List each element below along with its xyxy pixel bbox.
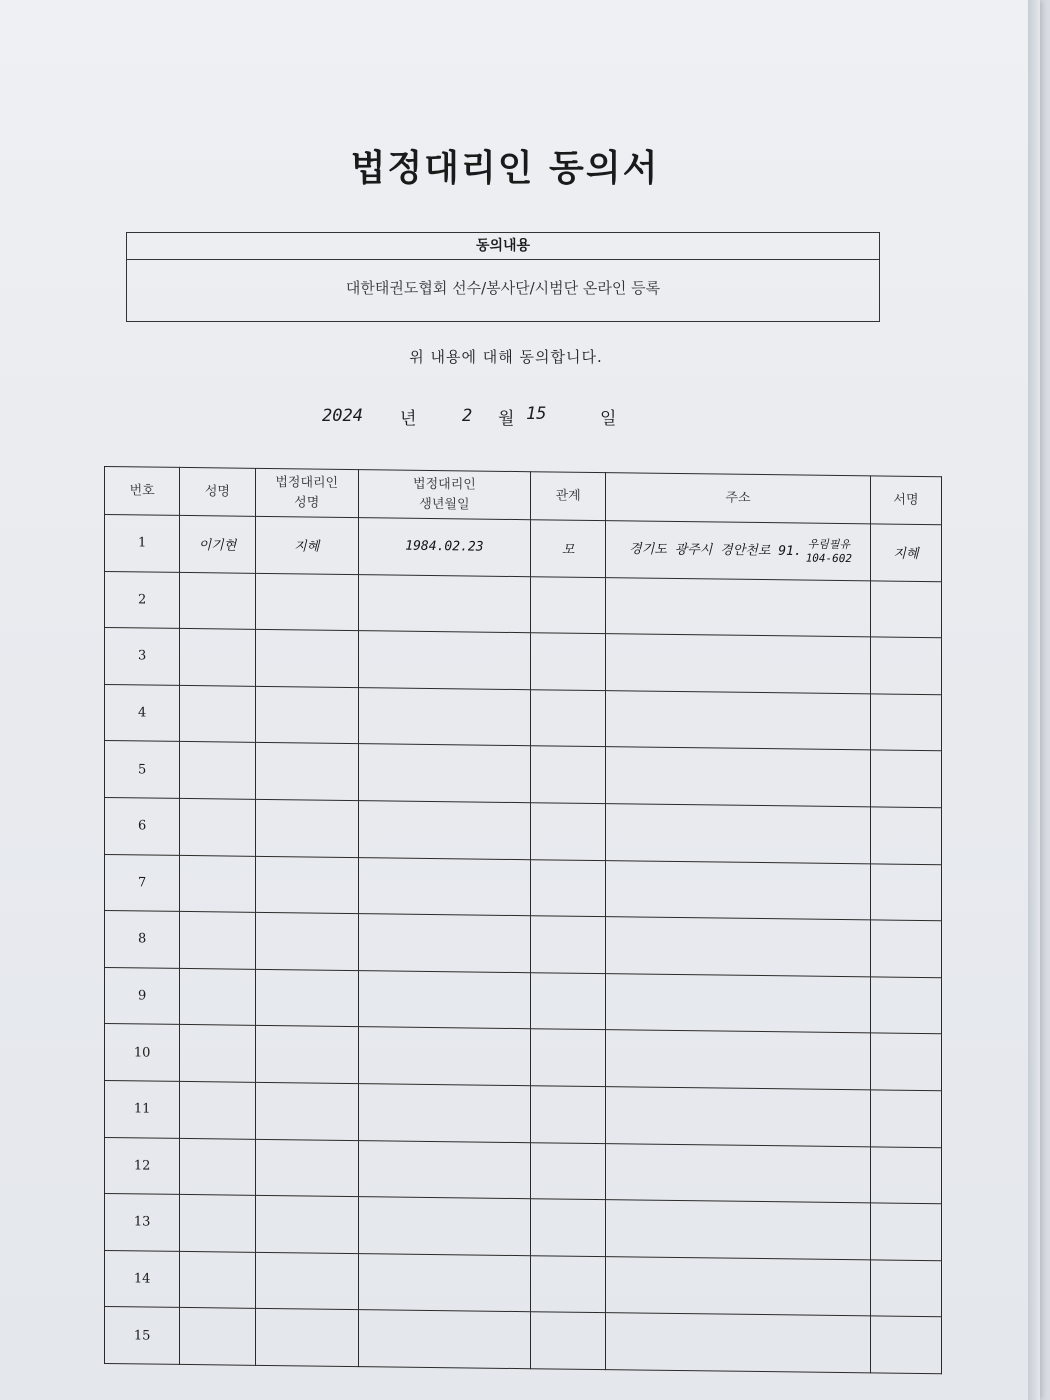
row-address <box>606 1030 871 1090</box>
row-number: 7 <box>105 854 180 912</box>
header-guardian-birth-line2: 생년월일 <box>419 496 470 512</box>
row-address-detail-1: 우림필유 <box>807 537 851 551</box>
date-day: 15 <box>526 404 547 424</box>
row-guardian-name <box>255 1082 358 1140</box>
row-address <box>606 577 871 637</box>
guardian-table <box>104 466 942 1374</box>
row-number: 13 <box>105 1194 180 1252</box>
header-name: 성명 <box>180 467 255 516</box>
row-number: 3 <box>105 628 180 686</box>
row-name <box>180 685 255 743</box>
row-guardian-name <box>255 856 358 914</box>
row-name <box>180 798 255 856</box>
row-address <box>606 1143 871 1203</box>
row-address <box>606 804 871 864</box>
row-address <box>606 1256 871 1316</box>
row-guardian-birth <box>358 574 530 633</box>
row-guardian-name <box>255 913 358 971</box>
row-signature <box>870 750 941 807</box>
row-number: 2 <box>105 571 180 629</box>
row-guardian-birth <box>358 970 530 1029</box>
row-guardian-name <box>255 1139 358 1197</box>
row-name <box>180 572 255 630</box>
row-name <box>180 742 255 800</box>
row-relation <box>530 1086 605 1144</box>
row-relation <box>530 1029 605 1087</box>
row-guardian-name <box>255 1252 358 1310</box>
row-address <box>606 690 871 750</box>
date-month-unit: 월 <box>498 409 515 429</box>
date-year: 2024 <box>322 406 363 426</box>
row-signature <box>870 1033 941 1090</box>
table-row <box>105 515 942 582</box>
row-signature <box>870 1146 941 1203</box>
row-guardian-birth <box>358 1084 530 1143</box>
row-name <box>180 1138 255 1196</box>
date-day-unit: 일 <box>600 409 617 429</box>
row-guardian-birth <box>358 857 530 916</box>
row-signature <box>870 1203 941 1260</box>
row-name: 이기현 <box>180 515 255 573</box>
header-guardian-name-line1: 법정대리인 <box>275 474 339 491</box>
row-address <box>606 860 871 920</box>
row-number: 8 <box>105 911 180 969</box>
row-number: 10 <box>105 1024 180 1082</box>
table-row <box>105 911 942 978</box>
header-relation: 관계 <box>530 472 605 521</box>
date-year-unit: 년 <box>400 409 417 429</box>
row-address <box>606 747 871 807</box>
row-number: 15 <box>105 1307 180 1365</box>
row-guardian-name <box>255 743 358 801</box>
row-signature <box>870 694 941 751</box>
row-number: 12 <box>105 1137 180 1195</box>
consent-box <box>126 232 880 322</box>
row-signature <box>870 863 941 920</box>
row-guardian-name <box>255 686 358 744</box>
row-name <box>180 1081 255 1139</box>
row-name <box>180 1025 255 1083</box>
table-row <box>105 571 942 638</box>
agree-statement: 위 내용에 대해 동의합니다. <box>409 348 603 366</box>
row-guardian-name <box>255 1195 358 1253</box>
row-relation <box>530 1199 605 1257</box>
table-row <box>105 1307 942 1374</box>
table-row <box>105 741 942 808</box>
header-guardian-name <box>255 468 358 517</box>
row-address <box>606 634 871 694</box>
table-row <box>105 684 942 751</box>
row-relation <box>530 1255 605 1313</box>
row-guardian-birth <box>358 1197 530 1256</box>
row-signature <box>870 977 941 1034</box>
table-row <box>105 1137 942 1204</box>
row-address <box>606 521 871 581</box>
row-name <box>180 1251 255 1309</box>
row-address <box>606 1087 871 1147</box>
row-number: 6 <box>105 797 180 855</box>
row-number: 9 <box>105 967 180 1025</box>
date-month: 2 <box>462 406 473 426</box>
table-row <box>105 1250 942 1317</box>
table-row <box>105 1024 942 1091</box>
row-relation <box>530 689 605 747</box>
row-number: 11 <box>105 1080 180 1138</box>
row-signature <box>870 637 941 694</box>
row-relation <box>530 972 605 1030</box>
row-guardian-birth <box>358 744 530 803</box>
row-relation <box>530 746 605 804</box>
table-row <box>105 967 942 1034</box>
row-relation <box>530 916 605 974</box>
row-address-detail-2: 104-602 <box>805 551 853 565</box>
row-guardian-name <box>255 1309 358 1367</box>
row-guardian-name <box>255 573 358 631</box>
date-line <box>0 402 1050 434</box>
row-signature <box>870 1090 941 1147</box>
row-address <box>606 917 871 977</box>
row-guardian-birth: 1984.02.23 <box>358 518 530 577</box>
row-name <box>180 629 255 687</box>
row-signature <box>870 920 941 977</box>
consent-body: 대한태권도협회 선수/봉사단/시범단 온라인 등록 <box>345 279 661 297</box>
row-number: 4 <box>105 684 180 742</box>
header-number: 번호 <box>105 467 180 516</box>
row-guardian-name <box>255 969 358 1027</box>
header-signature: 서명 <box>870 476 941 525</box>
row-guardian-birth <box>358 687 530 746</box>
table-row <box>105 797 942 864</box>
row-name <box>180 855 255 913</box>
row-guardian-birth <box>358 1027 530 1086</box>
row-guardian-birth <box>358 914 530 973</box>
row-relation <box>530 1142 605 1200</box>
row-signature <box>870 807 941 864</box>
row-relation <box>530 633 605 691</box>
table-row <box>105 628 942 695</box>
row-guardian-name <box>255 799 358 857</box>
row-guardian-name: 지혜 <box>255 516 358 574</box>
row-address-detail <box>806 537 852 566</box>
header-guardian-birth-line1: 법정대리인 <box>413 476 476 493</box>
row-guardian-birth <box>358 1253 530 1312</box>
table-row <box>105 1080 942 1147</box>
row-relation <box>530 1312 605 1370</box>
row-name <box>180 1195 255 1253</box>
document-title: 법정대리인 동의서 <box>350 148 660 189</box>
row-guardian-birth <box>358 801 530 860</box>
table-row <box>105 1194 942 1261</box>
row-signature: 지혜 <box>870 524 941 581</box>
header-address: 주소 <box>606 473 871 524</box>
row-number: 14 <box>105 1250 180 1308</box>
paper-edge <box>1028 0 1040 1400</box>
row-name <box>180 1308 255 1366</box>
row-address <box>606 973 871 1033</box>
row-guardian-birth <box>358 1140 530 1199</box>
row-relation <box>530 576 605 634</box>
row-guardian-name <box>255 1026 358 1084</box>
row-address-main: 경기도 광주시 경안천로 91. <box>629 541 802 559</box>
row-relation: 모 <box>530 520 605 578</box>
row-guardian-birth <box>358 631 530 690</box>
row-guardian-name <box>255 630 358 688</box>
row-number: 5 <box>105 741 180 799</box>
header-guardian-name-line2: 성명 <box>294 494 320 511</box>
row-number: 1 <box>105 515 180 573</box>
row-name <box>180 968 255 1026</box>
row-signature <box>870 1316 941 1374</box>
row-name <box>180 912 255 970</box>
row-address <box>606 1313 871 1373</box>
row-relation <box>530 859 605 917</box>
table-row <box>105 854 942 921</box>
row-signature <box>870 1260 941 1317</box>
row-address <box>606 1200 871 1260</box>
row-relation <box>530 803 605 861</box>
row-signature <box>870 580 941 637</box>
row-guardian-birth <box>358 1310 530 1369</box>
header-guardian-birth <box>358 470 530 520</box>
consent-header: 동의내용 <box>127 233 879 260</box>
